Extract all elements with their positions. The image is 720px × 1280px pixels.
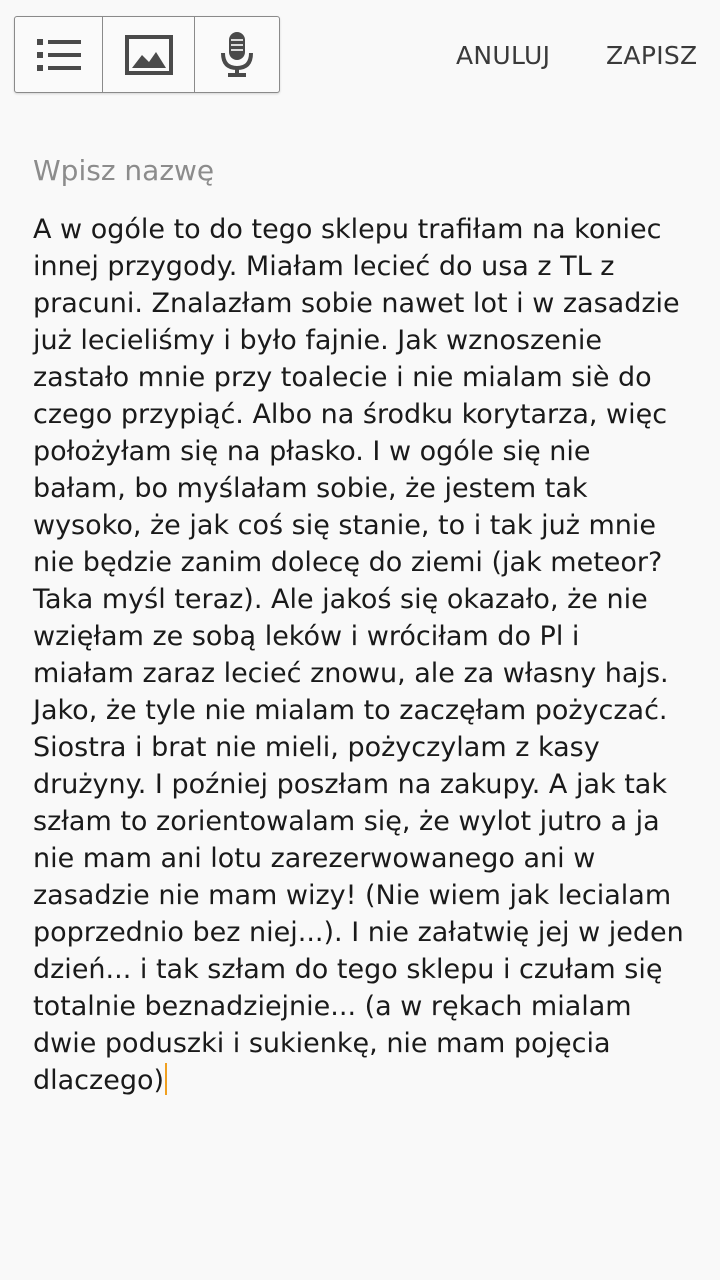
voice-record-button[interactable] (195, 17, 279, 92)
body-line: dzień... i tak szłam do tego sklepu i czułam się (33, 954, 663, 985)
body-line: pracuni. Znalazłam sobie nawet lot i w zasadzie (33, 288, 680, 319)
body-line: dwie poduszki i sukienkę, nie mam pojęcia (33, 1028, 611, 1059)
body-line: położyłam się na płasko. I w ogóle się nie (33, 436, 591, 467)
body-line: szłam to zorientowalam się, że wylot jutro a ja (33, 806, 660, 837)
body-line: innej przygody. Miałam lecieć do usa z TL z (33, 251, 615, 282)
insert-image-button[interactable] (103, 17, 195, 92)
checklist-button[interactable] (15, 17, 103, 92)
body-line: już lecieliśmy i było fajnie. Jak wznoszenie (33, 325, 602, 356)
body-line: nie będzie zanim dolecę do ziemi (jak meteor? (33, 547, 663, 578)
body-line: wysoko, że jak coś się stanie, to i tak już mnie (33, 510, 657, 541)
body-line-text: dlaczego) (33, 1065, 165, 1096)
text-cursor (165, 1063, 167, 1095)
body-line: Taka myśl teraz). Ale jakoś się okazało, że nie (33, 584, 648, 615)
editor-toolbar (0, 0, 720, 112)
note-title-input[interactable]: Wpisz nazwę (33, 154, 215, 187)
body-line: miałam zaraz lecieć znowu, ale za własny hajs. (33, 658, 669, 689)
microphone-icon (220, 31, 254, 79)
body-line: zastało mnie przy toalecie i nie mialam siè do (33, 362, 652, 393)
body-line: A w ogóle to do tego sklepu trafiłam na koniec (33, 214, 662, 245)
body-line: poprzednio bez niej...). I nie załatwię jej w jeden (33, 917, 684, 948)
body-line-last (33, 1062, 703, 1099)
image-icon (125, 35, 173, 75)
body-line: bałam, bo myślałam sobie, że jestem tak (33, 473, 588, 504)
cancel-button[interactable]: ANULUJ (456, 41, 551, 70)
save-button[interactable]: ZAPISZ (606, 41, 698, 70)
body-line: Siostra i brat nie mieli, pożyczylam z kasy (33, 732, 600, 763)
body-line: wzięłam ze sobą leków i wróciłam do Pl i (33, 621, 580, 652)
insert-tools-group (14, 16, 280, 93)
body-line: nie mam ani lotu zarezerwowanego ani w (33, 843, 596, 874)
body-line: drużyny. I poźniej poszłam na zakupy. A jak tak (33, 769, 667, 800)
body-line: totalnie beznadziejnie... (a w rękach mialam (33, 991, 632, 1022)
body-line: czego przypiąć. Albo na środku korytarza, więc (33, 399, 668, 430)
body-line: Jako, że tyle nie mialam to zaczęłam pożyczać. (33, 695, 668, 726)
body-line: zasadzie nie mam wizy! (Nie wiem jak lecialam (33, 880, 672, 911)
list-icon (36, 35, 82, 75)
note-body-input[interactable] (33, 211, 703, 1099)
